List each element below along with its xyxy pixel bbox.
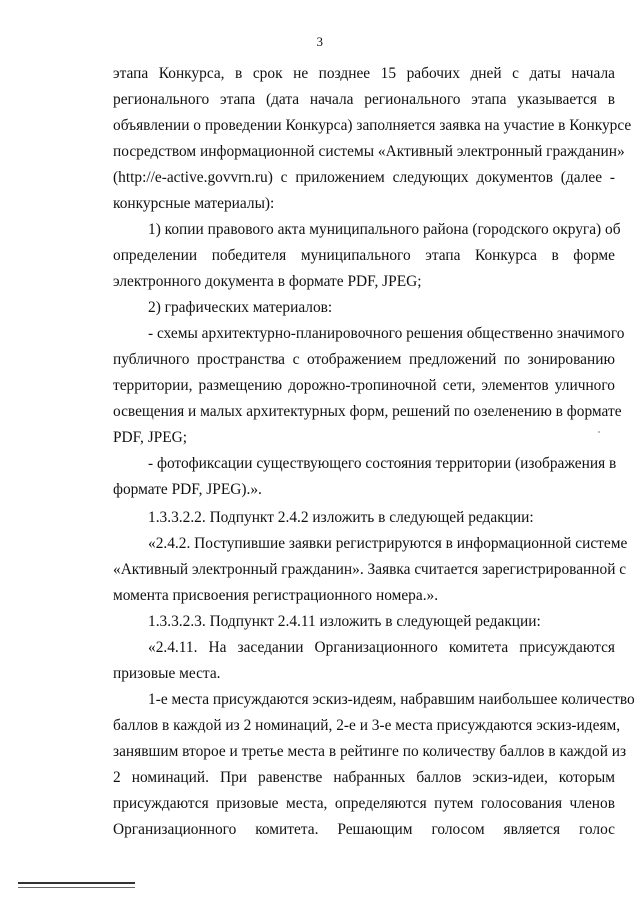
text-line: (http://e-active.govvrn.ru) с приложением следующих документов (далее - [113,169,615,186]
text-line: «2.4.11. На заседании Организационного комитета присуждаются [148,639,615,656]
text-line: 1.3.3.2.2. Подпункт 2.4.2 изложить в следующей редакции: [148,509,534,526]
text-line: 2) графических материалов: [148,299,333,316]
text-line: территории, размещению дорожно-тропиночной сети, элементов уличного [113,377,615,394]
text-line: конкурсные материалы): [113,195,275,212]
text-line: 2 номинаций. При равенстве набранных баллов эскиз-идеи, которым [113,769,615,786]
text-line: определении победителя муниципального этапа Конкурса в форме [113,247,615,264]
text-line: «2.4.2. Поступившие заявки регистрируются в информационной системе [148,535,628,552]
text-line: электронного документа в формате PDF, JPEG; [113,273,422,290]
text-line: - схемы архитектурно-планировочного решения общественно значимого [148,325,625,342]
text-line: 1.3.3.2.3. Подпункт 2.4.11 изложить в следующей редакции: [148,613,541,630]
text-line: этапа Конкурса, в срок не позднее 15 рабочих дней с даты начала [113,65,615,82]
text-line: 1-е места присуждаются эскиз-идеям, набравшим наибольшее количество [148,691,635,708]
text-line: баллов в каждой из 2 номинаций, 2-е и 3-е места присуждаются эскиз-идеям, [113,717,621,734]
text-line: «Активный электронный гражданин». Заявка считается зарегистрированной с [113,561,627,578]
text-line: освещения и малых архитектурных форм, решений по озеленению в формате [113,403,622,420]
text-line: посредством информационной системы «Активный электронный гражданин» [113,143,625,160]
footer-rule-thin [18,887,135,888]
text-line: занявшим второе и третье места в рейтинге по количеству баллов в каждой из [113,743,627,760]
text-line: момента присвоения регистрационного номера.». [113,587,439,604]
text-line: регионального этапа (дата начала регионального этапа указывается в [113,91,615,108]
scan-speck [598,431,600,433]
text-line: объявлении о проведении Конкурса) заполняется заявка на участие в Конкурсе [113,117,632,134]
text-line: 1) копии правового акта муниципального района (городского округа) об [148,221,621,238]
text-line: публичного пространства с отображением предложений по зонированию [113,351,615,368]
text-line: PDF, JPEG; [113,429,188,446]
text-line: присуждаются призовые места, определяются путем голосования членов [113,795,615,812]
text-line: - фотофиксации существующего состояния территории (изображения в [148,455,617,472]
footer-rule [18,882,135,884]
text-line: призовые места. [113,665,221,682]
text-line: формате PDF, JPEG).». [113,481,262,498]
text-line: Организационного комитета. Решающим голосом является голос [113,821,615,838]
page-number: 3 [316,34,324,49]
